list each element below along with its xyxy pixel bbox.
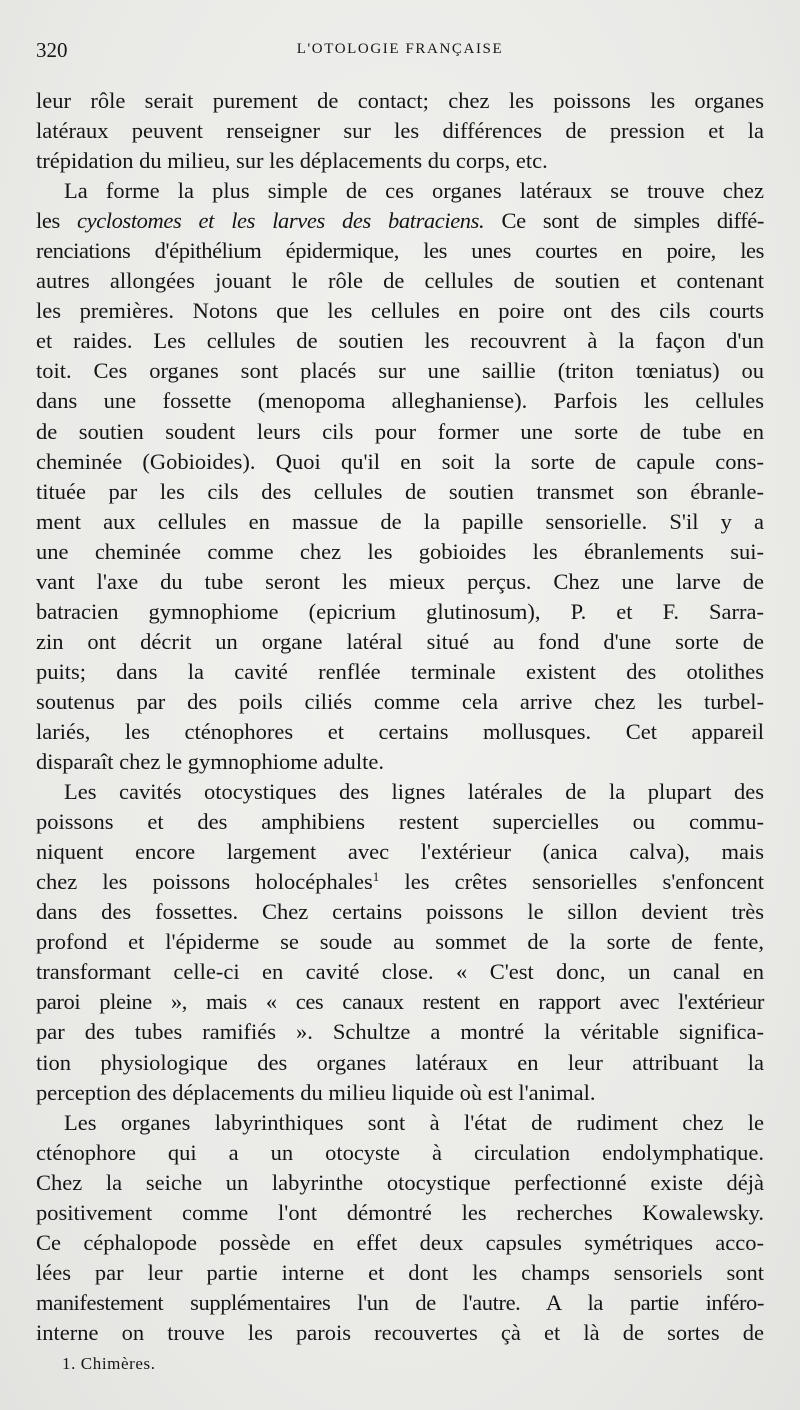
text-line: profond et l'épiderme se soude au sommet de la sorte de fente, <box>36 929 764 955</box>
footnote-marker: 1 <box>372 869 380 885</box>
text-line: paroi pleine », mais « ces canaux restent en rapport avec l'extérieur <box>36 989 764 1015</box>
text-line: disparaît chez le gymnophiome adulte. <box>36 749 385 775</box>
text-line: les premières. Notons que les cellules en poire ont des cils courts <box>36 298 764 324</box>
text-fragment: les crêtes sensorielles s'enfoncent <box>379 869 764 895</box>
text-line: vant l'axe du tube seront les mieux perçus. Chez une larve de <box>36 568 764 594</box>
text-line: dans des fossettes. Chez certains poissons le sillon devient très <box>36 899 764 925</box>
body-text <box>36 86 764 1348</box>
text-line: trépidation du milieu, sur les déplacements du corps, etc. <box>36 148 548 174</box>
text-line: lariés, les cténophores et certains mollusques. Cet appareil <box>36 718 764 744</box>
text-line: positivement comme l'ont démontré les recherches Kowalewsky. <box>36 1199 764 1225</box>
text-line: zin ont décrit un organe latéral situé au fond d'une sorte de <box>36 628 764 654</box>
text-line: latéraux peuvent renseigner sur les différences de pression et la <box>36 118 764 144</box>
text-line: leur rôle serait purement de contact; chez les poissons les organes <box>36 88 764 113</box>
text-line: Les cavités otocystiques des lignes latérales de la plupart des <box>64 779 764 805</box>
text-line: une cheminée comme chez les gobioides les ébranlements sui- <box>36 538 764 564</box>
text-line-footnote-ref <box>36 867 764 897</box>
text-line: cténophore qui a un otocyste à circulation endolymphatique. <box>36 1139 764 1165</box>
text-line: Chez la seiche un labyrinthe otocystique perfectionné existe déjà <box>36 1169 764 1195</box>
text-line: tion physiologique des organes latéraux en leur attribuant la <box>36 1049 764 1075</box>
italic-fragment: cyclostomes et les larves des batraciens. <box>77 208 485 234</box>
text-line: ment aux cellules en massue de la papille sensorielle. S'il y a <box>36 508 764 534</box>
text-line: puits; dans la cavité renflée terminale existent des otolithes <box>36 658 764 684</box>
text-line: renciations d'épithélium épidermique, les unes courtes en poire, les <box>36 238 764 264</box>
text-line: toit. Ces organes sont placés sur une saillie (triton tœniatus) ou <box>36 358 764 384</box>
text-line: par des tubes ramifiés ». Schultze a montré la véritable significa- <box>36 1019 764 1045</box>
page-header <box>36 38 764 68</box>
text-line: niquent encore largement avec l'extérieur (anica calva), mais <box>36 839 764 865</box>
text-fragment: chez les poissons holocéphales <box>36 869 373 895</box>
text-fragment: les <box>36 208 78 234</box>
text-line: La forme la plus simple de ces organes latéraux se trouve chez <box>64 178 764 204</box>
text-line: et raides. Les cellules de soutien les recouvrent à la façon d'un <box>36 328 764 354</box>
text-line: dans une fossette (menopoma alleghaniense). Parfois les cellules <box>36 388 764 414</box>
text-line: transformant celle-ci en cavité close. « C'est donc, un canal en <box>36 959 764 985</box>
text-line: tituée par les cils des cellules de soutien transmet son ébranle- <box>36 478 764 504</box>
text-line-italic <box>36 206 764 236</box>
page-number: 320 <box>36 38 68 62</box>
text-line: cheminée (Gobioides). Quoi qu'il en soit la sorte de capule cons- <box>36 448 764 474</box>
text-line: interne on trouve les parois recouvertes çà et là de sortes de <box>36 1319 764 1345</box>
text-fragment: Ce sont de simples diffé- <box>484 208 764 234</box>
running-title: L'OTOLOGIE FRANÇAISE <box>296 41 504 57</box>
text-line: batracien gymnophiome (epicrium glutinosum), P. et F. Sarra- <box>36 598 764 624</box>
text-line: de soutien soudent leurs cils pour former une sorte de tube en <box>36 418 764 444</box>
text-line: Les organes labyrinthiques sont à l'état de rudiment chez le <box>64 1109 764 1135</box>
text-line: manifestement supplémentaires l'un de l'autre. A la partie inféro- <box>36 1289 764 1315</box>
footnote: 1. Chimères. <box>62 1354 156 1373</box>
text-line: Ce céphalopode possède en effet deux capsules symétriques acco- <box>36 1229 764 1255</box>
text-line: poissons et des amphibiens restent supercielles ou commu- <box>36 809 764 835</box>
text-line: lées par leur partie interne et dont les champs sensoriels sont <box>36 1259 764 1285</box>
text-line: perception des déplacements du milieu liquide où est l'animal. <box>36 1079 596 1105</box>
text-line: soutenus par des poils ciliés comme cela arrive chez les turbel- <box>36 688 764 714</box>
text-line: autres allongées jouant le rôle de cellules de soutien et contenant <box>36 268 764 294</box>
